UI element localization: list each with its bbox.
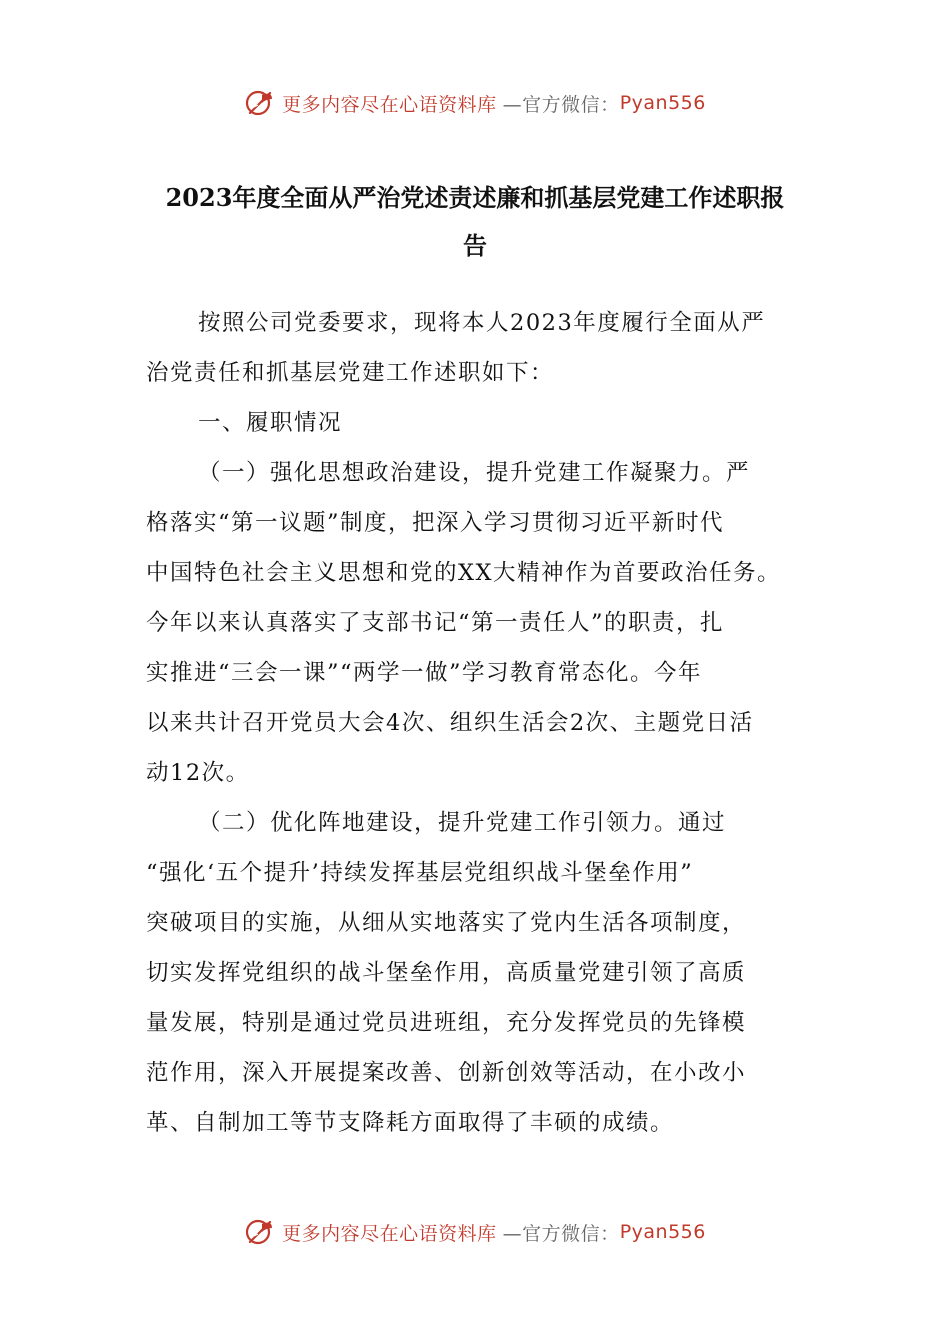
body-line: 范作用，深入开展提案改善、创新创效等活动，在小改小	[146, 1060, 747, 1086]
body-line: 突破项目的实施，从细从实地落实了党内生活各项制度，	[146, 910, 747, 936]
body-line: 以来共计召开党员大会4次、组织生活会2次、主题党日活	[146, 710, 754, 736]
watermark-banner-bottom	[0, 1212, 950, 1252]
watermark-banner-top	[0, 83, 950, 123]
body-line: 实推进“三会一课”“两学一做”学习教育常态化。今年	[146, 660, 703, 686]
body-line: （二）优化阵地建设，提升党建工作引领力。通过	[198, 810, 727, 836]
body-line: 切实发挥党组织的战斗堡垒作用，高质量党建引领了高质	[146, 960, 747, 986]
body-line: 今年以来认真落实了支部书记“第一责任人”的职责，扎	[146, 610, 725, 636]
watermark-wechat-id: Pyan556	[619, 92, 706, 114]
body-line: 按照公司党委要求，现将本人2023年度履行全面从严	[198, 310, 766, 336]
document-title-line-2: 告	[463, 231, 487, 260]
watermark-text: 更多内容尽在心语资料库	[282, 1222, 497, 1245]
watermark-text: 更多内容尽在心语资料库	[282, 93, 497, 116]
section-heading: 一、履职情况	[198, 410, 343, 436]
body-line: 革、自制加工等节支降耗方面取得了丰硕的成绩。	[146, 1110, 675, 1136]
body-line: （一）强化思想政治建设，提升党建工作凝聚力。严	[198, 460, 751, 486]
body-line: 量发展，特别是通过党员进班组，充分发挥党员的先锋模	[146, 1010, 747, 1036]
quill-logo-icon	[244, 1216, 276, 1248]
body-line: “强化‘五个提升’持续发挥基层党组织战斗堡垒作用”	[146, 860, 694, 886]
watermark-separator: —官方微信：	[502, 93, 620, 116]
watermark-separator: —官方微信：	[502, 1222, 620, 1245]
body-line: 格落实“第一议题”制度，把深入学习贯彻习近平新时代	[146, 510, 725, 536]
body-line: 中国特色社会主义思想和党的XX大精神作为首要政治任务。	[146, 560, 782, 586]
quill-logo-icon	[244, 87, 276, 119]
watermark-wechat-id: Pyan556	[619, 1221, 706, 1243]
document-title-line-1: 2023年度全面从严治党述责述廉和抓基层党建工作述职报	[165, 183, 785, 212]
document-body	[146, 298, 816, 1148]
body-line: 治党责任和抓基层党建工作述职如下：	[146, 360, 555, 386]
body-line: 动12次。	[146, 760, 250, 786]
